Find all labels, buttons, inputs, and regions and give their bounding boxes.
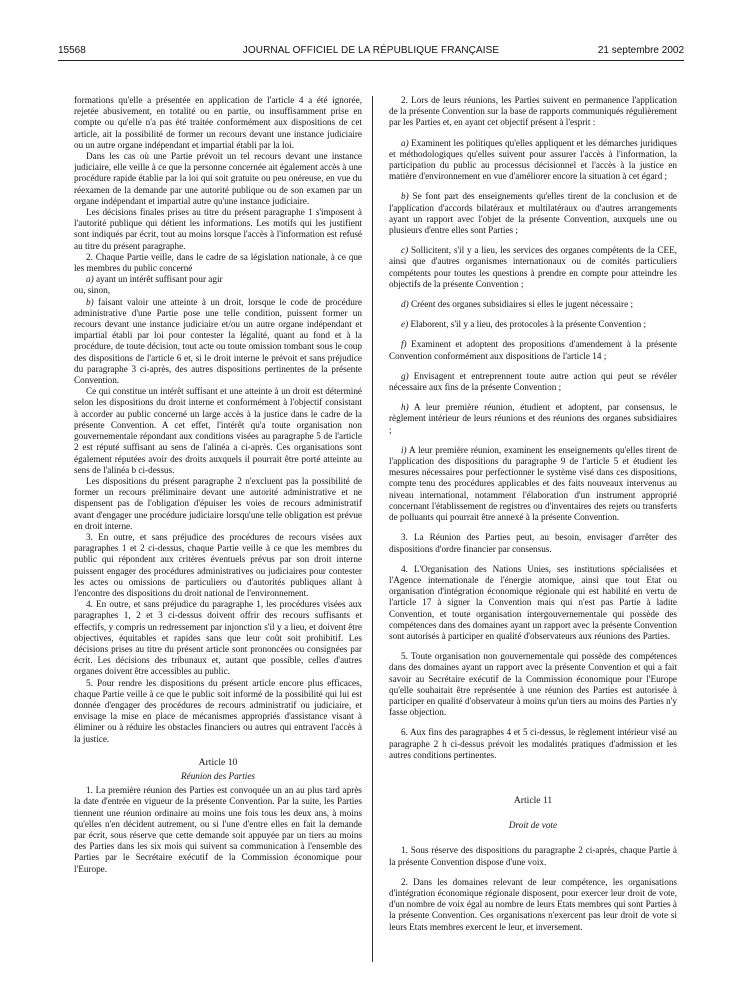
column-divider: [372, 96, 373, 962]
ou-sinon: ou, sinon,: [74, 285, 110, 296]
list-item: [389, 299, 677, 310]
publication-date: 21 septembre 2002: [597, 45, 684, 56]
page-header: [58, 44, 684, 60]
item-lead: a): [401, 137, 409, 148]
paragraph: Les dispositions du présent paragraphe 2 n'excluent pas la possibilité de former un recours préliminaire devant une autorité administrative et ne dispensent pas de l'obligation d'épuiser les voies de recours administratif avant d'engager une procédure judiciaire lorsqu'une telle obligation est prévue en droit interne.: [74, 475, 362, 531]
article-10-subtitle: Réunion des Parties: [181, 770, 255, 781]
item-text: A leur première réunion, étudient et adoptent, par consensus, le règlement intérieur de leurs réunions et des réunions des organes subsidiaires ;: [389, 402, 677, 435]
list-item: [389, 445, 677, 523]
item-text: Elaborent, s'il y a lieu, des protocoles à la présente Convention ;: [408, 319, 647, 330]
paragraph: formations qu'elle a présentée en application de l'article 4 a été ignorée, rejetée abusivement, en totalité ou en partie, ou insuffisamment prise en compte ou qu'elle n'a pas été traitée conformément aux dispositions de cet article, ait la possibilité de former un recours devant une instance judiciaire ou un autre organe indépendant et impartial établi par la loi.: [74, 95, 362, 150]
item-lead: b): [401, 191, 409, 202]
item-lead: g): [401, 370, 409, 381]
article-10-heading: Article 10: [198, 756, 238, 768]
item-text: Examinent les politiques qu'elles appliquent et les démarches juridiques et méthodologiques qu'elles suivent pour assurer l'accès à l'information, la participation du public au processus décisionnel et l'accès à la justice en matière d'environnement en vue d'améliorer encore la situation à cet égard ;: [389, 137, 677, 182]
paragraph: 3. En outre, et sans préjudice des procédures de recours visées aux paragraphes 1 et 2 ci-dessus, chaque Partie veille à ce que les membres du public qui répondent aux critères éventuels prévus par son droit interne puissent engager des procédures administratives ou judiciaires pour contester les actes ou omissions de particuliers ou d'autorités publiques allant à l'encontre des dispositions du droit national de l'environnement.: [74, 531, 362, 598]
paragraph: 4. En outre, et sans préjudice du paragraphe 1, les procédures visées aux paragraphes 1, 2 et 3 ci-dessus doivent offrir des recours suffisants et effectifs, y compris un redressement par injonction s'il y a lieu, et doivent être objectives, équitables et rapides sans que leur coût soit prohibitif. Les décisions prises au titre du présent article sont prononcées ou consignées par écrit. Les décisions des tribunaux et, autant que possible, celles d'autres organes doivent être accessibles au public.: [74, 599, 362, 677]
list-item: [389, 191, 677, 236]
paragraph: 3. La Réunion des Parties peut, au besoin, envisager d'arrêter des dispositions d'ordre financier par consensus.: [389, 532, 677, 554]
item-text: Examinent et adoptent des propositions d'amendement à la présente Convention conformément aux dispositions de l'article 14 ;: [389, 339, 677, 361]
paragraph: Dans les cas où une Partie prévoit un tel recours devant une instance judiciaire, elle veille à ce que la personne concernée ait également accès à une procédure rapide établie par la loi qui soit gratuite ou peu onéreuse, en vue du réexamen de la demande par une autorité publique ou de son examen par un organe indépendant et impartial autre qu'une instance judiciaire.: [74, 151, 362, 206]
item-lead: d): [401, 299, 409, 310]
item-lead: c): [401, 245, 409, 256]
item-text: ayant un intérêt suffisant pour agir: [93, 274, 223, 285]
list-item: [389, 138, 677, 183]
item-lead: f): [401, 339, 407, 350]
paragraph: 2. Dans les domaines relevant de leur compétence, les organisations d'intégration économique régionale disposent, pour exercer leur droit de vote, d'un nombre de voix égal au nombre de leurs Etats membres qui sont Parties à la présente Convention. Ces organisations n'exercent pas leur droit de vote si leurs Etats membres exercent le leur, et inversement.: [389, 876, 677, 932]
left-column: [74, 95, 362, 975]
item-lead: e): [401, 319, 409, 330]
list-item-b: [74, 297, 362, 387]
article-11-subtitle: Droit de vote: [508, 820, 558, 831]
list-item: [389, 371, 677, 393]
paragraph: 2. Lors de leurs réunions, les Parties suivent en permanence l'application de la présente Convention sur la base de rapports communiqués régulièrement par les Parties et, en ayant cet objectif présent à l'esprit :: [389, 95, 677, 128]
article-11-heading: Article 11: [513, 794, 553, 806]
item-text: Se font part des enseignements qu'elles tirent de la conclusion et de l'application d'accords bilatéraux et multilatéraux ou d'autres arrangements ayant un rapport avec l'objet de la présente Convention, auxquels une ou plusieurs d'entre elles sont Parties ;: [389, 191, 677, 236]
item-text: faisant valoir une atteinte à un droit, lorsque le code de procédure administrative d'une Partie pose une telle condition, puissent former un recours devant une instance judiciaire et/ou un autre organe indépendant et impartial établi par loi pour contester la légalité, quant au fond et à la procédure, de toute décision, tout acte ou toute omission tombant sous le coup des dispositions de l'article 6 et, si le droit interne le prévoit et sans préjudice du paragraphe 3 ci-après, des autres dispositions pertinentes de la présente Convention.: [74, 296, 362, 386]
paragraph: 2. Chaque Partie veille, dans le cadre de sa législation nationale, à ce que les membres du public concerné: [74, 251, 362, 274]
item-text: Sollicitent, s'il y a lieu, les services des organes compétents de la CEE, ainsi que d'autres organismes internationaux ou de comités particuliers compétents pour toutes les questions à prendre en compte pour atteindre les objectifs de la présente Convention ;: [389, 245, 677, 289]
paragraph: Les décisions finales prises au titre du présent paragraphe 1 s'imposent à l'autorité publique qui détient les informations. Les motifs qui les justifient sont indiqués par écrit, tout au moins lorsque l'accès à l'information est refusé au titre du présent paragraphe.: [74, 207, 362, 251]
paragraph: 4. L'Organisation des Nations Unies, ses institutions spécialisées et l'Agence internationale de l'énergie atomique, ainsi que tout Etat ou organisation d'intégration économique régionale qui est habilité en vertu de l'article 17 à signer la Convention mais qui n'est pas Partie à ladite Convention, et toute organisation intergouvernementale qui possède des compétences dans des domaines ayant un rapport avec la présente Convention sont autorisés à participer en qualité d'observateurs aux réunions des Parties.: [389, 563, 677, 641]
list-item: [389, 319, 677, 330]
item-lead: a): [86, 274, 94, 285]
paragraph: 1. La première réunion des Parties est convoquée un an au plus tard après la date d'entrée en vigueur de la présente Convention. Par la suite, les Parties tiennent une réunion ordinaire au moins une fois tous les deux ans, à moins qu'elles n'en décident autrement, ou si l'une d'entre elles en fait la demande par écrit, sous réserve que cette demande soit appuyée par un tiers au moins des Parties dans les six mois qui suivent sa communication à l'ensemble des Parties par le Secrétaire exécutif de la Commission économique pour l'Europe.: [74, 785, 362, 874]
journal-title: JOURNAL OFFICIEL DE LA RÉPUBLIQUE FRANÇAISE: [242, 45, 500, 56]
paragraph: 5. Pour rendre les dispositions du présent article encore plus efficaces, chaque Partie veille à ce que le public soit informé de la possibilité qui lui est donnée d'engager des procédures de recours administratif ou judiciaire, et envisage la mise en place de mécanismes appropriés d'assistance visant à éliminer ou à réduire les obstacles financiers ou autres qui entravent l'accès à la justice.: [74, 677, 362, 744]
item-lead: b): [86, 296, 94, 307]
item-lead: h): [401, 402, 409, 413]
list-item: [389, 245, 677, 290]
item-lead: i): [401, 444, 407, 455]
item-text: Envisagent et entreprennent toute autre action qui peut se révéler nécessaire aux fins de la présente Convention ;: [389, 370, 677, 393]
paragraph: Ce qui constitue un intérêt suffisant et une atteinte à un droit est déterminé selon les dispositions du droit interne et conformément à l'objectif consistant à accorder au public concerné un large accès à la justice dans le cadre de la présente Convention. A cet effet, l'intérêt qu'a toute organisation non gouvernementale répondant aux conditions visées au paragraphe 5 de l'article 2 est réputé suffisant au sens de l'alinéa a ci-après. Ces organisations sont également réputées avoir des droits auxquels il pourrait être porté atteinte au sens de l'alinéa b ci-dessus.: [74, 386, 362, 475]
right-column: [389, 95, 677, 975]
paragraph: 5. Toute organisation non gouvernementale qui possède des compétences dans des domaines ayant un rapport avec la présente Convention et qui a fait savoir au Secrétaire exécutif de la Commission économique pour l'Europe qu'elle souhaitait être représentée à une réunion des Parties est autorisée à participer en qualité d'observateur à moins qu'un tiers au moins des Parties n'y fasse objection.: [389, 651, 677, 718]
page-number: 15568: [58, 45, 86, 56]
paragraph: 1. Sous réserve des dispositions du paragraphe 2 ci-après, chaque Partie à la présente Convention dispose d'une voix.: [389, 845, 677, 867]
list-item: [389, 339, 677, 361]
header-rule: [58, 60, 684, 61]
list-item: [389, 402, 677, 436]
paragraph: 6. Aux fins des paragraphes 4 et 5 ci-dessus, le règlement intérieur visé au paragraphe 2 h ci-dessus prévoit les modalités pratiques d'admission et les autres conditions pertinentes.: [389, 727, 677, 760]
item-text: A leur première réunion, examinent les enseignements qu'elles tirent de l'application des dispositions du paragraphe 9 de l'article 5 et étudient les mesures nécessaires pour perfectionner le système visé dans ces dispositions, compte tenu des procédures applicables et des faits nouveaux intervenus au niveau international, notamment l'élaboration d'un instrument approprié concernant l'établissement de registres ou d'inventaires des rejets ou transferts de polluants qui pourrait être annexé à la présente Convention.: [389, 444, 677, 523]
list-item-a: [74, 274, 362, 285]
item-text: Créent des organes subsidiaires si elles le jugent nécessaire ;: [408, 299, 634, 310]
